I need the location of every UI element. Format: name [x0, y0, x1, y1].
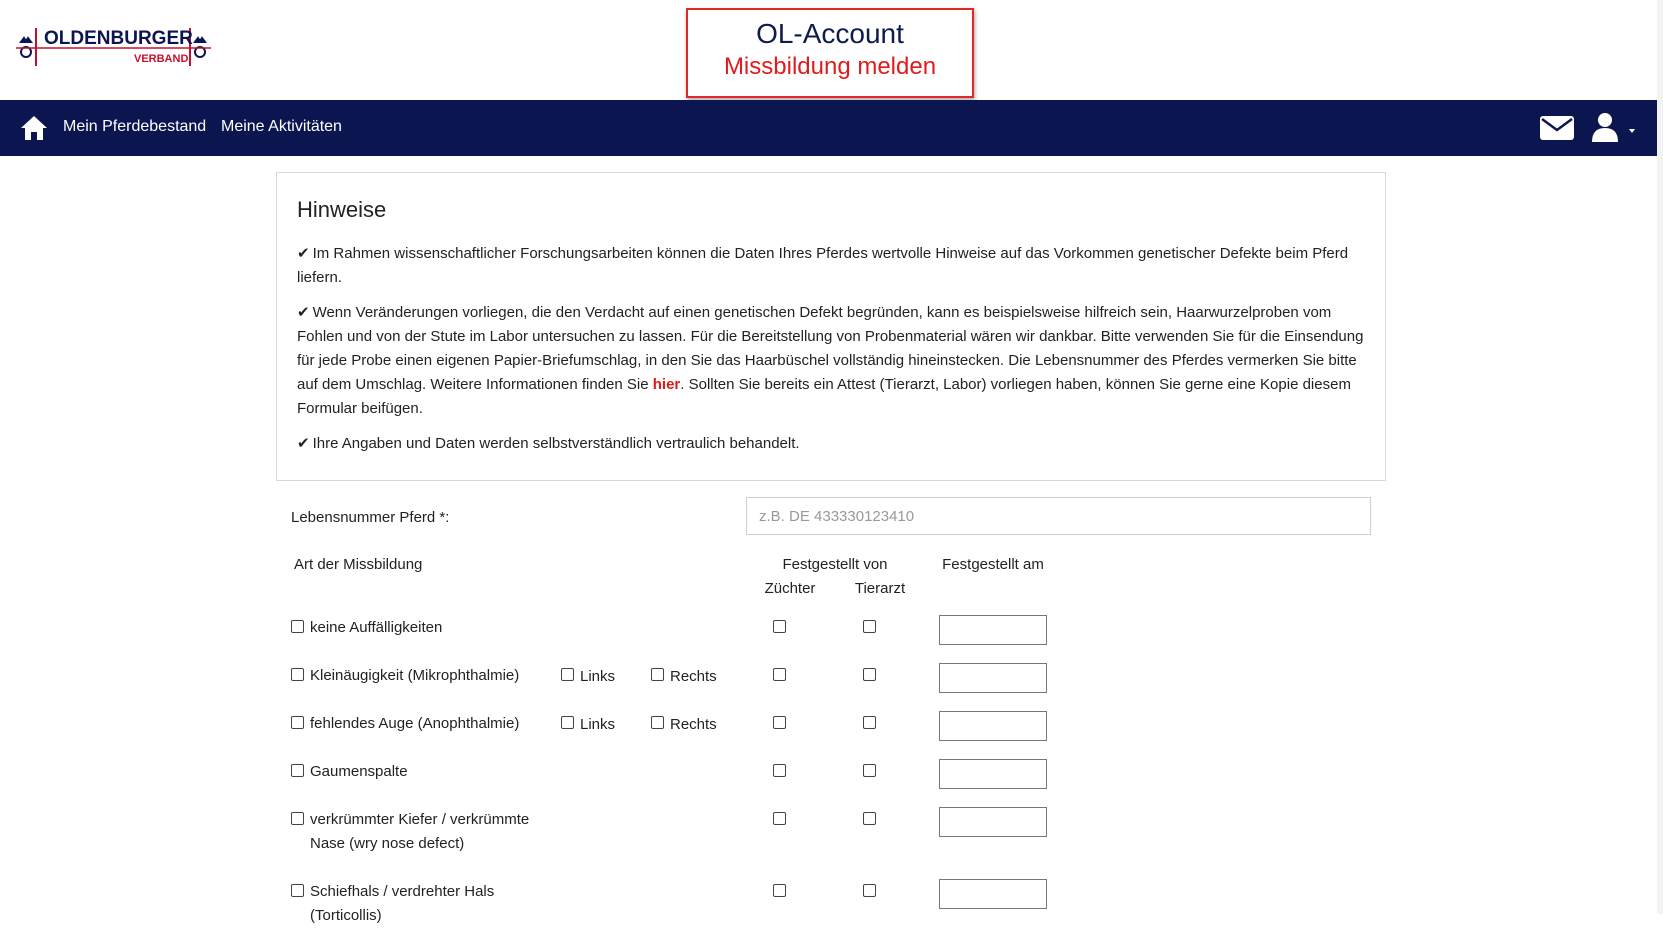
tierarzt-checkbox[interactable]	[863, 668, 876, 681]
tierarzt-checkbox[interactable]	[863, 716, 876, 729]
caret-down-icon	[1629, 129, 1635, 133]
links-checkbox[interactable]	[561, 716, 574, 729]
row-checkbox-gaumenspalte[interactable]	[291, 764, 304, 777]
hint-paragraph-3: ✔ Ihre Angaben und Daten werden selbstverständlich vertraulich behandelt.	[297, 435, 800, 452]
festgestellt-am-heading: Festgestellt am	[942, 556, 1044, 573]
lebensnummer-input[interactable]	[746, 497, 1371, 535]
rechts-checkbox[interactable]	[651, 668, 664, 681]
festgestellt-am-input[interactable]	[939, 759, 1047, 789]
zuechter-checkbox[interactable]	[773, 620, 786, 633]
hints-panel	[276, 172, 1386, 481]
tierarzt-checkbox[interactable]	[863, 764, 876, 777]
tierarzt-checkbox[interactable]	[863, 812, 876, 825]
checkmark-icon: ✔	[297, 304, 310, 321]
hint-paragraph-2: ✔ Wenn Veränderungen vorliegen, die den Verdacht auf einen genetischen Defekt begründen, kann es beispielsweise hilfreich sein, Haarwurzelproben vom Fohlen und von der Stute im Labor untersuchen zu lassen. Für die Bereitstellung von Probenmaterial wären wir dankbar. Bitte verwenden Sie für die Einsendung für jede Probe einen eigenen Papier-Briefumschlag, in den Sie das Haarbüschel vollständig hineinstecken. Die Lebensnummer des Pferdes vermerken Sie bitte auf dem Umschlag. Weitere Informationen finden Sie hier. Sollten Sie bereits ein Attest (Tierarzt, Labor) vorliegen haben, können Sie gerne eine Kopie diesem Formular beifügen.	[297, 304, 1364, 417]
hints-heading: Hinweise	[297, 197, 387, 222]
festgestellt-am-input[interactable]	[939, 663, 1047, 693]
nav-mein-pferdebestand[interactable]: Mein Pferdebestand	[63, 118, 207, 135]
links-label: Links	[580, 668, 616, 685]
links-checkbox[interactable]	[561, 668, 574, 681]
zuechter-checkbox[interactable]	[773, 884, 786, 897]
row-checkbox-verkruemmter-kiefer[interactable]	[291, 812, 304, 825]
row-label-gaumenspalte: Gaumenspalte	[310, 763, 408, 780]
user-menu-icon[interactable]	[1590, 112, 1636, 142]
zuechter-checkbox[interactable]	[773, 764, 786, 777]
mail-icon[interactable]	[1540, 116, 1574, 140]
row-label-verkruemmter-kiefer: verkrümmter Kiefer / verkrümmte	[310, 811, 530, 828]
festgestellt-am-input[interactable]	[939, 615, 1047, 645]
festgestellt-am-input[interactable]	[939, 807, 1047, 837]
rechts-label: Rechts	[670, 716, 717, 733]
main-navbar	[0, 100, 1663, 156]
logo-main-text: OLDENBURGER	[44, 28, 193, 49]
checkmark-icon: ✔	[297, 245, 310, 262]
rechts-checkbox[interactable]	[651, 716, 664, 729]
row-checkbox-kleinaeugigkeit[interactable]	[291, 668, 304, 681]
rechts-label: Rechts	[670, 668, 717, 685]
tierarzt-checkbox[interactable]	[863, 884, 876, 897]
page-title: Missbildung melden	[723, 53, 937, 80]
hint-paragraph-1: ✔ Im Rahmen wissenschaftlicher Forschungsarbeiten können die Daten Ihres Pferdes wertvolle Hinweise auf das Vorkommen genetischer Defekte beim Pferd liefern.	[297, 245, 1349, 286]
checkmark-icon: ✔	[297, 435, 310, 452]
home-icon[interactable]	[20, 114, 48, 142]
header	[0, 0, 1663, 100]
row-label-fehlendes-auge: fehlendes Auge (Anophthalmie)	[310, 715, 520, 732]
row-checkbox-fehlendes-auge[interactable]	[291, 716, 304, 729]
hier-link[interactable]: hier	[652, 376, 681, 393]
scrollbar[interactable]	[1657, 0, 1663, 914]
festgestellt-am-input[interactable]	[939, 879, 1047, 909]
festgestellt-von-heading: Festgestellt von	[782, 556, 888, 573]
tierarzt-checkbox[interactable]	[863, 620, 876, 633]
tierarzt-heading: Tierarzt	[854, 580, 906, 597]
lebensnummer-label: Lebensnummer Pferd *:	[291, 509, 450, 526]
row-checkbox-schiefhals[interactable]	[291, 884, 304, 897]
art-der-missbildung-heading: Art der Missbildung	[294, 556, 423, 573]
row-label-schiefhals: Schiefhals / verdrehter Hals	[310, 883, 495, 900]
row-label-schiefhals-line2: (Torticollis)	[310, 907, 382, 924]
nav-meine-aktivitaeten[interactable]: Meine Aktivitäten	[221, 118, 342, 135]
row-label-kleinaeugigkeit: Kleinäugigkeit (Mikrophthalmie)	[310, 667, 520, 684]
zuechter-checkbox[interactable]	[773, 668, 786, 681]
row-label-keine-auffaelligkeiten: keine Auffälligkeiten	[310, 619, 443, 636]
row-label-verkruemmter-kiefer-line2: Nase (wry nose defect)	[310, 835, 465, 852]
oldenburger-logo[interactable]	[16, 22, 226, 72]
zuechter-heading: Züchter	[764, 580, 816, 597]
festgestellt-am-input[interactable]	[939, 711, 1047, 741]
row-checkbox-keine-auffaelligkeiten[interactable]	[291, 620, 304, 633]
zuechter-checkbox[interactable]	[773, 716, 786, 729]
links-label: Links	[580, 716, 616, 733]
account-title: OL-Account	[756, 18, 904, 49]
zuechter-checkbox[interactable]	[773, 812, 786, 825]
logo-sub-text: VERBAND	[134, 53, 189, 65]
page-title-box	[686, 8, 974, 98]
